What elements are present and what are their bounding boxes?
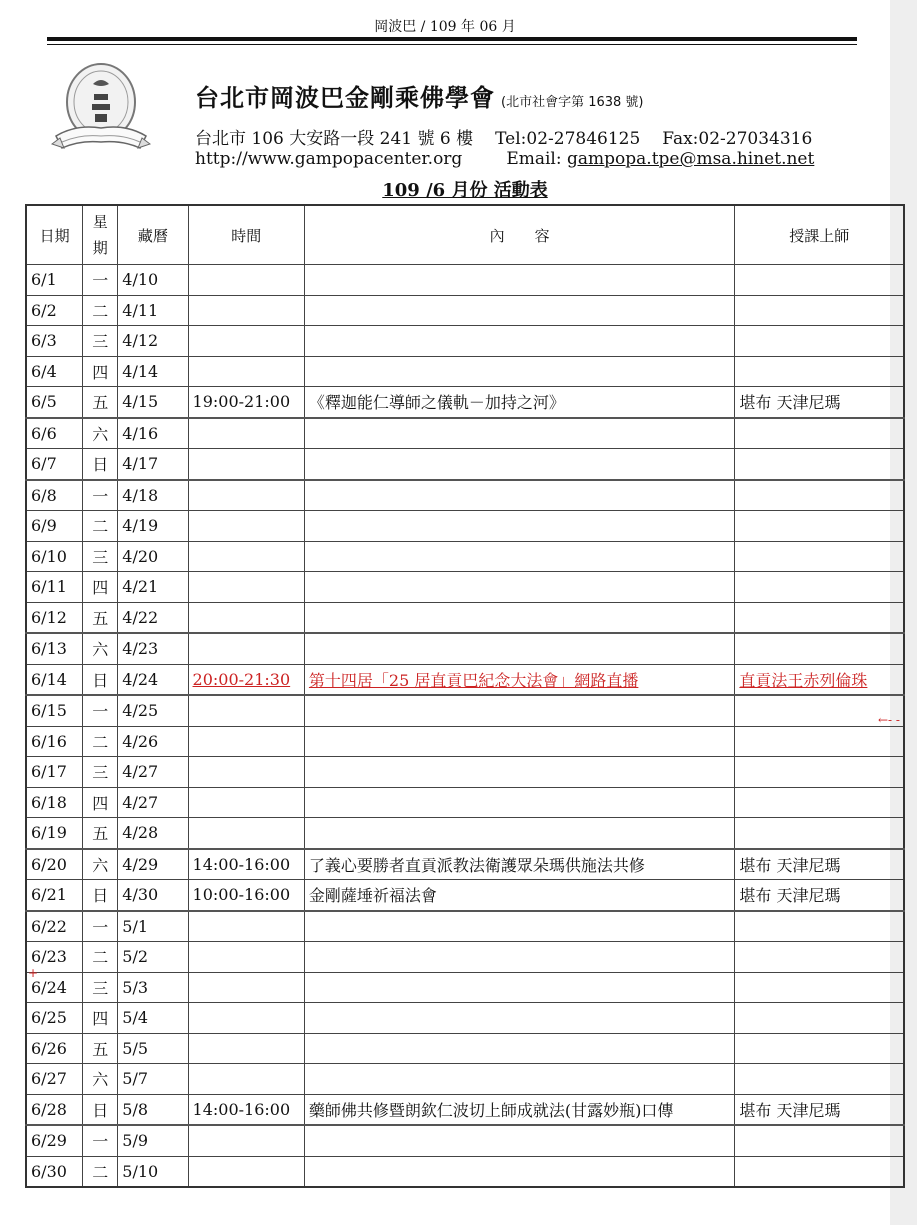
cell-time xyxy=(188,295,304,326)
cell-time xyxy=(188,695,304,726)
cell-weekday: 二 xyxy=(83,726,118,757)
cell-time: 14:00-16:00 xyxy=(188,849,304,880)
table-row xyxy=(26,1094,904,1125)
header-rule-thin xyxy=(47,44,857,45)
table-row xyxy=(26,818,904,849)
cell-teacher xyxy=(735,787,904,818)
header-content: 內 容 xyxy=(304,205,734,265)
cell-time xyxy=(188,972,304,1003)
cell-weekday: 二 xyxy=(83,1156,118,1187)
table-title xyxy=(0,176,917,202)
seal-emblem-icon xyxy=(48,58,154,164)
cell-date: 6/12 xyxy=(26,602,83,633)
cell-date: 6/15 xyxy=(26,695,83,726)
cell-teacher xyxy=(735,726,904,757)
cell-weekday: 六 xyxy=(83,849,118,880)
left-arrow-icon: ←- - xyxy=(878,713,900,727)
cell-date: 6/14 xyxy=(26,664,83,695)
cell-teacher xyxy=(735,265,904,296)
cell-weekday: 五 xyxy=(83,818,118,849)
header-date: 日期 xyxy=(26,205,83,265)
cell-content xyxy=(304,633,734,664)
table-row xyxy=(26,664,904,695)
cell-content xyxy=(304,356,734,387)
cell-content xyxy=(304,787,734,818)
cell-date: 6/19 xyxy=(26,818,83,849)
cell-date: 6/29 xyxy=(26,1125,83,1156)
cell-content: 金剛薩埵祈福法會 xyxy=(304,880,734,911)
table-row xyxy=(26,726,904,757)
cell-teacher: 堪布 天津尼瑪 xyxy=(735,849,904,880)
cell-time: 19:00-21:00 xyxy=(188,387,304,418)
cell-content xyxy=(304,602,734,633)
cell-weekday: 二 xyxy=(83,511,118,542)
table-row xyxy=(26,633,904,664)
cell-weekday: 二 xyxy=(83,942,118,973)
cell-content xyxy=(304,757,734,788)
cell-content xyxy=(304,1003,734,1034)
org-tel: Tel:02-27846125 xyxy=(495,129,641,149)
table-row xyxy=(26,972,904,1003)
table-row xyxy=(26,511,904,542)
table-row xyxy=(26,480,904,511)
cell-teacher xyxy=(735,942,904,973)
cell-teacher xyxy=(735,449,904,480)
cell-teacher xyxy=(735,480,904,511)
cell-weekday: 五 xyxy=(83,1033,118,1064)
cell-date: 6/26 xyxy=(26,1033,83,1064)
cell-teacher xyxy=(735,418,904,449)
schedule-body xyxy=(26,265,904,1188)
cell-content xyxy=(304,572,734,603)
cell-content xyxy=(304,942,734,973)
cell-lunar: 4/12 xyxy=(118,326,188,357)
cell-content xyxy=(304,911,734,942)
cell-teacher xyxy=(735,757,904,788)
org-email-link[interactable]: gampopa.tpe@msa.hinet.net xyxy=(567,149,815,169)
cell-date: 6/28 xyxy=(26,1094,83,1125)
cell-teacher xyxy=(735,972,904,1003)
org-name xyxy=(195,78,644,113)
cell-content xyxy=(304,818,734,849)
email-label: Email: xyxy=(506,149,562,169)
cell-content xyxy=(304,480,734,511)
cell-lunar: 5/5 xyxy=(118,1033,188,1064)
table-row xyxy=(26,541,904,572)
cell-teacher xyxy=(735,1003,904,1034)
cell-lunar: 4/11 xyxy=(118,295,188,326)
cell-time xyxy=(188,726,304,757)
cell-weekday: 五 xyxy=(83,602,118,633)
org-fax: Fax:02-27034316 xyxy=(662,129,813,149)
table-row xyxy=(26,1156,904,1187)
cell-teacher xyxy=(735,1064,904,1095)
cell-teacher xyxy=(735,356,904,387)
cell-date: 6/21 xyxy=(26,880,83,911)
cell-weekday: 日 xyxy=(83,1094,118,1125)
cell-time xyxy=(188,480,304,511)
cell-date: 6/9 xyxy=(26,511,83,542)
cell-date: 6/11 xyxy=(26,572,83,603)
cell-lunar: 4/27 xyxy=(118,757,188,788)
cell-time xyxy=(188,511,304,542)
table-row xyxy=(26,695,904,726)
cell-lunar: 5/10 xyxy=(118,1156,188,1187)
cell-date: 6/24 xyxy=(26,972,83,1003)
cell-weekday: 六 xyxy=(83,633,118,664)
cell-time xyxy=(188,326,304,357)
header-rule-thick xyxy=(47,37,857,41)
cell-time xyxy=(188,449,304,480)
cell-weekday: 四 xyxy=(83,1003,118,1034)
cell-teacher: 堪布 天津尼瑪 xyxy=(735,387,904,418)
cell-lunar: 4/17 xyxy=(118,449,188,480)
cell-content: 第十四居「25 居直貢巴紀念大法會」網路直播 xyxy=(304,664,734,695)
cell-lunar: 5/1 xyxy=(118,911,188,942)
cell-time xyxy=(188,787,304,818)
header-lunar: 藏曆 xyxy=(118,205,188,265)
table-row xyxy=(26,418,904,449)
schedule-table xyxy=(25,204,905,1188)
cell-time: 20:00-21:30 xyxy=(188,664,304,695)
cell-date: 6/20 xyxy=(26,849,83,880)
cell-time xyxy=(188,602,304,633)
cell-content xyxy=(304,1064,734,1095)
table-row xyxy=(26,572,904,603)
cell-lunar: 4/21 xyxy=(118,572,188,603)
cell-time xyxy=(188,942,304,973)
cell-teacher xyxy=(735,326,904,357)
table-row xyxy=(26,757,904,788)
cell-date: 6/23 xyxy=(26,942,83,973)
cell-teacher: 堪布 天津尼瑪 xyxy=(735,880,904,911)
cell-date: 6/30 xyxy=(26,1156,83,1187)
cell-time xyxy=(188,541,304,572)
cell-teacher: 堪布 天津尼瑪 xyxy=(735,1094,904,1125)
header-weekday-top: 星 xyxy=(92,213,108,231)
cell-time xyxy=(188,1156,304,1187)
cell-lunar: 4/30 xyxy=(118,880,188,911)
header-teacher: 授課上師 xyxy=(735,205,904,265)
cell-lunar: 5/4 xyxy=(118,1003,188,1034)
cell-lunar: 4/16 xyxy=(118,418,188,449)
cell-time xyxy=(188,572,304,603)
cell-weekday: 二 xyxy=(83,295,118,326)
cell-date: 6/10 xyxy=(26,541,83,572)
table-row xyxy=(26,602,904,633)
cell-weekday: 六 xyxy=(83,418,118,449)
cell-time xyxy=(188,418,304,449)
cell-weekday: 三 xyxy=(83,757,118,788)
table-row xyxy=(26,265,904,296)
org-registration: (北市社會字第 1638 號) xyxy=(501,95,644,110)
cell-weekday: 五 xyxy=(83,387,118,418)
cell-teacher: 直貢法王赤列倫珠 xyxy=(735,664,904,695)
cell-teacher xyxy=(735,1033,904,1064)
cell-content xyxy=(304,726,734,757)
cell-lunar: 4/19 xyxy=(118,511,188,542)
table-title-text: 109 /6 月份 活動表 xyxy=(382,180,548,201)
cell-content xyxy=(304,1125,734,1156)
cell-content xyxy=(304,1033,734,1064)
table-row xyxy=(26,1033,904,1064)
cell-content xyxy=(304,265,734,296)
cell-content xyxy=(304,972,734,1003)
cell-weekday: 一 xyxy=(83,265,118,296)
org-website-link[interactable]: http://www.gampopacenter.org xyxy=(195,149,463,169)
cell-weekday: 一 xyxy=(83,1125,118,1156)
cell-date: 6/25 xyxy=(26,1003,83,1034)
cell-content xyxy=(304,695,734,726)
cell-lunar: 4/27 xyxy=(118,787,188,818)
cell-weekday: 四 xyxy=(83,572,118,603)
cell-date: 6/13 xyxy=(26,633,83,664)
cell-time xyxy=(188,757,304,788)
org-address: 台北市 106 大安路一段 241 號 6 樓 xyxy=(195,129,474,149)
table-row xyxy=(26,787,904,818)
table-row xyxy=(26,387,904,418)
table-row xyxy=(26,356,904,387)
cell-content xyxy=(304,1156,734,1187)
cell-date: 6/22 xyxy=(26,911,83,942)
cell-lunar: 4/26 xyxy=(118,726,188,757)
cell-weekday: 三 xyxy=(83,541,118,572)
cell-time: 10:00-16:00 xyxy=(188,880,304,911)
cell-content xyxy=(304,326,734,357)
cell-content xyxy=(304,418,734,449)
org-name-text: 台北市岡波巴金剛乘佛學會 xyxy=(195,84,495,112)
cell-teacher xyxy=(735,295,904,326)
cell-weekday: 三 xyxy=(83,972,118,1003)
cell-teacher xyxy=(735,633,904,664)
cell-date: 6/6 xyxy=(26,418,83,449)
cell-date: 6/18 xyxy=(26,787,83,818)
cell-lunar: 4/20 xyxy=(118,541,188,572)
cell-weekday: 四 xyxy=(83,787,118,818)
cell-lunar: 4/24 xyxy=(118,664,188,695)
cell-time xyxy=(188,818,304,849)
cell-time xyxy=(188,633,304,664)
cell-time xyxy=(188,1033,304,1064)
table-header-row xyxy=(26,205,904,265)
cell-date: 6/4 xyxy=(26,356,83,387)
cell-content: 藥師佛共修暨朗欽仁波切上師成就法(甘露妙瓶)口傳 xyxy=(304,1094,734,1125)
contact-line-address xyxy=(195,124,812,149)
cell-date: 6/3 xyxy=(26,326,83,357)
table-row xyxy=(26,326,904,357)
cell-date: 6/5 xyxy=(26,387,83,418)
cell-date: 6/7 xyxy=(26,449,83,480)
cell-time xyxy=(188,1064,304,1095)
cell-date: 6/17 xyxy=(26,757,83,788)
cell-lunar: 4/15 xyxy=(118,387,188,418)
cell-lunar: 4/25 xyxy=(118,695,188,726)
cell-date: 6/8 xyxy=(26,480,83,511)
header-weekday xyxy=(83,205,118,265)
table-row xyxy=(26,1125,904,1156)
cell-weekday: 日 xyxy=(83,449,118,480)
table-row xyxy=(26,942,904,973)
cell-teacher xyxy=(735,911,904,942)
cell-weekday: 四 xyxy=(83,356,118,387)
cell-weekday: 日 xyxy=(83,664,118,695)
cell-weekday: 一 xyxy=(83,480,118,511)
header-time: 時間 xyxy=(188,205,304,265)
cell-lunar: 4/10 xyxy=(118,265,188,296)
cell-weekday: 一 xyxy=(83,695,118,726)
cell-content xyxy=(304,449,734,480)
cell-lunar: 4/14 xyxy=(118,356,188,387)
cell-time xyxy=(188,1125,304,1156)
table-row xyxy=(26,295,904,326)
cell-teacher xyxy=(735,1156,904,1187)
cell-content xyxy=(304,541,734,572)
cell-weekday: 日 xyxy=(83,880,118,911)
cell-content: 了義心要勝者直貢派教法衛護眾朵瑪供施法共修 xyxy=(304,849,734,880)
table-row xyxy=(26,1003,904,1034)
cell-teacher xyxy=(735,602,904,633)
table-row xyxy=(26,1064,904,1095)
cell-date: 6/1 xyxy=(26,265,83,296)
cell-date: 6/27 xyxy=(26,1064,83,1095)
cell-time xyxy=(188,265,304,296)
cell-time xyxy=(188,911,304,942)
table-row xyxy=(26,911,904,942)
table-row xyxy=(26,880,904,911)
cell-lunar: 4/28 xyxy=(118,818,188,849)
cell-date: 6/2 xyxy=(26,295,83,326)
table-row xyxy=(26,449,904,480)
cell-time xyxy=(188,356,304,387)
cell-date: 6/16 xyxy=(26,726,83,757)
cell-teacher xyxy=(735,511,904,542)
cell-lunar: 5/7 xyxy=(118,1064,188,1095)
cell-content: 《釋迦能仁導師之儀軌－加持之河》 xyxy=(304,387,734,418)
cell-lunar: 4/23 xyxy=(118,633,188,664)
cell-time: 14:00-16:00 xyxy=(188,1094,304,1125)
page-header: 岡波巴 / 109 年 06 月 xyxy=(374,19,516,35)
cell-teacher xyxy=(735,1125,904,1156)
cell-lunar: 5/8 xyxy=(118,1094,188,1125)
table-row xyxy=(26,849,904,880)
cell-teacher xyxy=(735,541,904,572)
cell-content xyxy=(304,511,734,542)
cell-lunar: 5/2 xyxy=(118,942,188,973)
cell-weekday: 六 xyxy=(83,1064,118,1095)
cell-lunar: 4/18 xyxy=(118,480,188,511)
cell-lunar: 5/3 xyxy=(118,972,188,1003)
cell-time xyxy=(188,1003,304,1034)
cell-weekday: 一 xyxy=(83,911,118,942)
cell-content xyxy=(304,295,734,326)
contact-line-web xyxy=(195,149,814,169)
cell-teacher xyxy=(735,572,904,603)
cell-teacher xyxy=(735,818,904,849)
cell-lunar: 4/22 xyxy=(118,602,188,633)
red-marker-icon: + xyxy=(28,966,39,980)
header-weekday-bottom: 期 xyxy=(92,239,108,257)
cell-lunar: 5/9 xyxy=(118,1125,188,1156)
cell-weekday: 三 xyxy=(83,326,118,357)
cell-lunar: 4/29 xyxy=(118,849,188,880)
